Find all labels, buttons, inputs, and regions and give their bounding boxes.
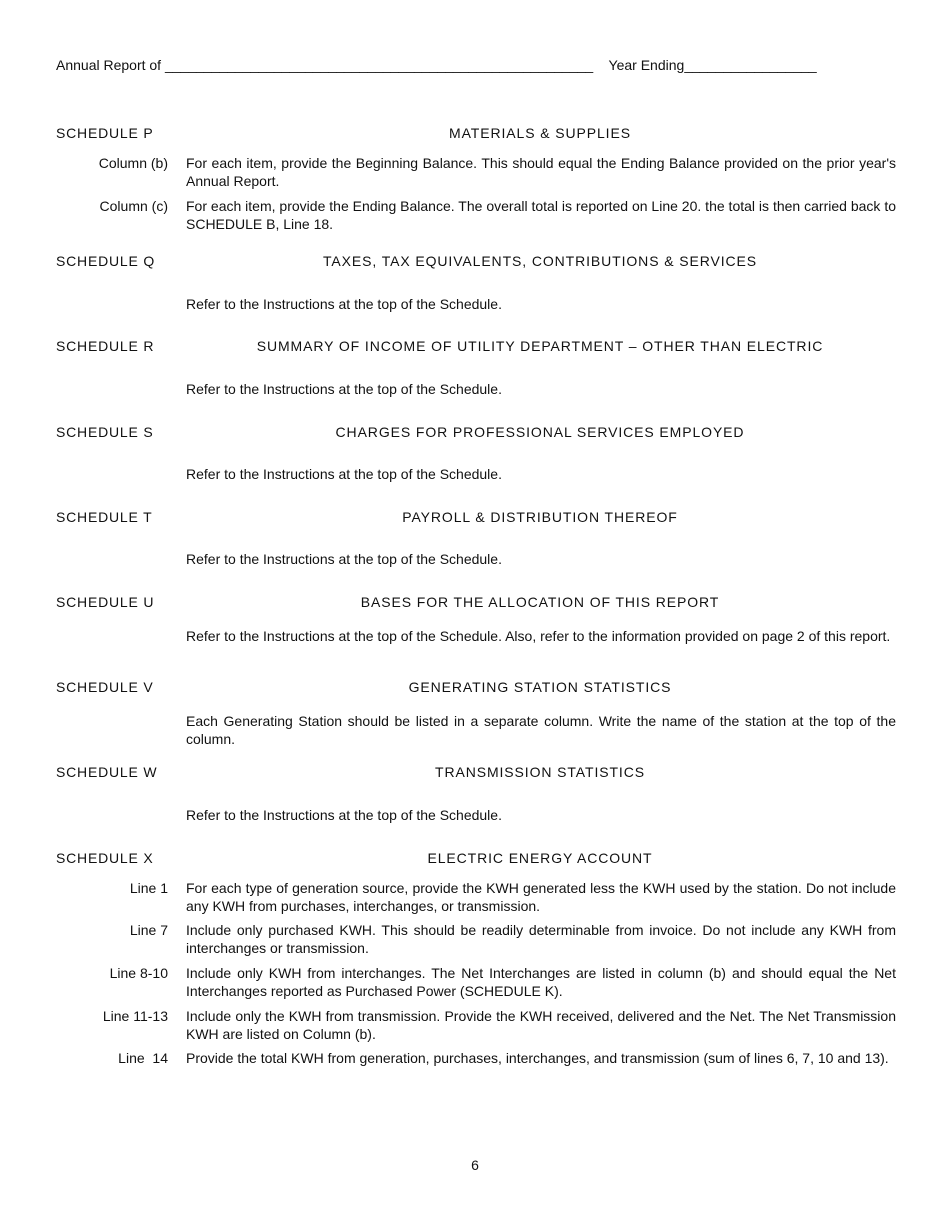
- schedule-q-title: TAXES, TAX EQUIVALENTS, CONTRIBUTIONS & SERVICES: [323, 253, 757, 269]
- schedule-q-text: Refer to the Instructions at the top of the Schedule.: [186, 296, 502, 312]
- schedule-w-text: Refer to the Instructions at the top of the Schedule.: [186, 807, 502, 823]
- schedule-q-id: SCHEDULE Q: [56, 253, 156, 269]
- schedule-x-item-text: Include only KWH from interchanges. The Net Interchanges are listed in column (b) and should equal the Net Interchanges reported as Purchased Power (SCHEDULE K).: [186, 965, 896, 999]
- schedule-r-title: SUMMARY OF INCOME OF UTILITY DEPARTMENT – OTHER THAN ELECTRIC: [256, 338, 824, 354]
- schedule-x-item-text: For each type of generation source, provide the KWH generated less the KWH used by the station. Do not include any KWH from purchases, interchanges, or transmission.: [186, 880, 896, 914]
- schedule-x-item-text: Provide the total KWH from generation, purchases, interchanges, and transmission (sum of lines 6, 7, 10 and 13).: [186, 1050, 889, 1066]
- schedule-r-id: SCHEDULE R: [56, 338, 155, 354]
- schedule-p-item-text: For each item, provide the Beginning Balance. This should equal the Ending Balance provided on the prior year's Annual Report.: [186, 155, 896, 189]
- schedule-t-text: Refer to the Instructions at the top of the Schedule.: [186, 551, 502, 567]
- schedule-x-item-text: Include only purchased KWH. This should be readily determinable from invoice. Do not include any KWH from interchanges or transmission.: [186, 922, 896, 956]
- schedule-s-text: Refer to the Instructions at the top of the Schedule.: [186, 466, 502, 482]
- schedule-p-item-label: Column (c): [99, 198, 168, 214]
- schedule-x-item-label: Line 8-10: [109, 965, 168, 981]
- schedule-p-id: SCHEDULE P: [56, 125, 154, 141]
- schedule-x-item-label: Line 1: [129, 880, 168, 896]
- schedule-t-title: PAYROLL & DISTRIBUTION THEREOF: [402, 509, 678, 525]
- schedule-x-id: SCHEDULE X: [56, 850, 154, 866]
- schedule-p-item-label: Column (b): [98, 155, 168, 171]
- schedule-v-id: SCHEDULE V: [56, 679, 154, 695]
- schedule-r-text: Refer to the Instructions at the top of the Schedule.: [186, 381, 502, 397]
- schedule-x-item-text: Include only the KWH from transmission. Provide the KWH received, delivered and the Net. The Net Transmission KWH are listed on Column (b).: [186, 1008, 896, 1042]
- schedule-v-title: GENERATING STATION STATISTICS: [408, 679, 672, 695]
- year-ending-blank[interactable]: _________________: [684, 57, 817, 73]
- schedule-s-title: CHARGES FOR PROFESSIONAL SERVICES EMPLOYED: [335, 424, 745, 440]
- schedule-w-title: TRANSMISSION STATISTICS: [435, 764, 645, 780]
- schedule-p-title: MATERIALS & SUPPLIES: [449, 125, 631, 141]
- schedule-x-item-label: Line 11-13: [102, 1008, 168, 1024]
- report-header: [56, 56, 896, 74]
- year-ending-label: Year Ending: [608, 57, 685, 73]
- schedule-u-title: BASES FOR THE ALLOCATION OF THIS REPORT: [360, 594, 720, 610]
- page-number: 6: [471, 1157, 479, 1173]
- schedule-w-id: SCHEDULE W: [56, 764, 158, 780]
- schedule-s-id: SCHEDULE S: [56, 424, 154, 440]
- annual-report-label: Annual Report of: [56, 57, 162, 73]
- schedule-u-id: SCHEDULE U: [56, 594, 155, 610]
- schedule-x-title: ELECTRIC ENERGY ACCOUNT: [427, 850, 653, 866]
- schedule-x-item-label: Line 7: [129, 922, 168, 938]
- schedule-t-id: SCHEDULE T: [56, 509, 153, 525]
- annual-report-blank[interactable]: _______________________________________________________: [164, 57, 594, 73]
- schedule-p-item-text: For each item, provide the Ending Balance. The overall total is reported on Line 20. the total is then carried back to SCHEDULE B, Line 18.: [186, 198, 896, 232]
- schedule-u-text: Refer to the Instructions at the top of the Schedule. Also, refer to the information provided on page 2 of this report.: [186, 628, 891, 644]
- schedule-x-item-label: Line 14: [118, 1050, 168, 1066]
- schedule-v-text: Each Generating Station should be listed in a separate column. Write the name of the station at the top of the column.: [186, 713, 896, 747]
